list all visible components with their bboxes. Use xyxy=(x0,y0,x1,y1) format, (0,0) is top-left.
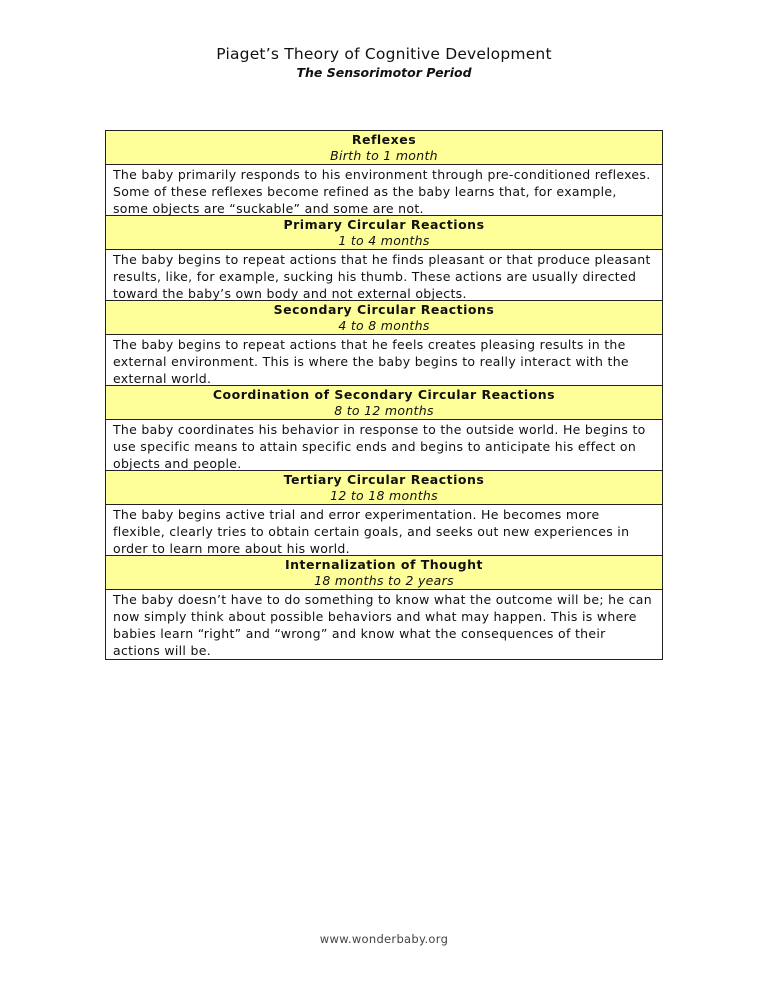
stage-description: The baby begins to repeat actions that he finds pleasant or that produce pleasant results, like, for example, sucking his thumb. These actions are usually directed toward the baby’s own body and not external objects. xyxy=(106,250,662,301)
stage-header-secondary-circular-reactions xyxy=(106,301,662,335)
stage-age: 8 to 12 months xyxy=(334,403,434,418)
stage-header-coordination-secondary-circular-reactions xyxy=(106,386,662,420)
stage-header-reflexes xyxy=(106,131,662,165)
stage-description: The baby begins active trial and error experimentation. He becomes more flexible, clearly tries to obtain certain goals, and seeks out new experiences in order to learn more about his world. xyxy=(106,505,662,556)
stage-age: 1 to 4 months xyxy=(338,233,430,248)
stage-description: The baby doesn’t have to do something to know what the outcome will be; he can now simply think about possible behaviors and what may happen. This is where babies learn “right” and “wrong” and know what the consequences of their actions will be. xyxy=(113,592,652,658)
stage-age: 12 to 18 months xyxy=(330,488,438,503)
page-subtitle: The Sensorimotor Period xyxy=(296,65,472,80)
stage-name: Secondary Circular Reactions xyxy=(273,302,495,317)
stage-description: The baby primarily responds to his environment through pre-conditioned reflexes. Some of these reflexes become refined as the baby learns that, for example, some objects are “suckable” and some are not. xyxy=(106,165,662,216)
stage-name: Tertiary Circular Reactions xyxy=(283,472,485,487)
stage-header-primary-circular-reactions xyxy=(106,216,662,250)
stage-name: Coordination of Secondary Circular Reactions xyxy=(212,387,556,402)
page-title: Piaget’s Theory of Cognitive Development xyxy=(216,45,552,63)
stage-age: Birth to 1 month xyxy=(330,148,438,163)
stage-age: 18 months to 2 years xyxy=(314,573,454,588)
stage-age: 4 to 8 months xyxy=(338,318,430,333)
stage-header-tertiary-circular-reactions xyxy=(106,471,662,505)
stage-header-internalization-of-thought xyxy=(106,556,662,590)
stage-name: Reflexes xyxy=(351,132,417,147)
stages-table xyxy=(105,130,663,660)
stage-description: The baby coordinates his behavior in response to the outside world. He begins to use specific means to attain specific ends and begins to anticipate his effect on objects and people. xyxy=(106,420,662,471)
stage-description: The baby begins to repeat actions that he feels creates pleasing results in the external environment. This is where the baby begins to really interact with the external world. xyxy=(106,335,662,386)
stage-name: Internalization of Thought xyxy=(285,557,483,572)
page-footer: www.wonderbaby.org xyxy=(319,932,449,946)
stage-name: Primary Circular Reactions xyxy=(283,217,485,232)
